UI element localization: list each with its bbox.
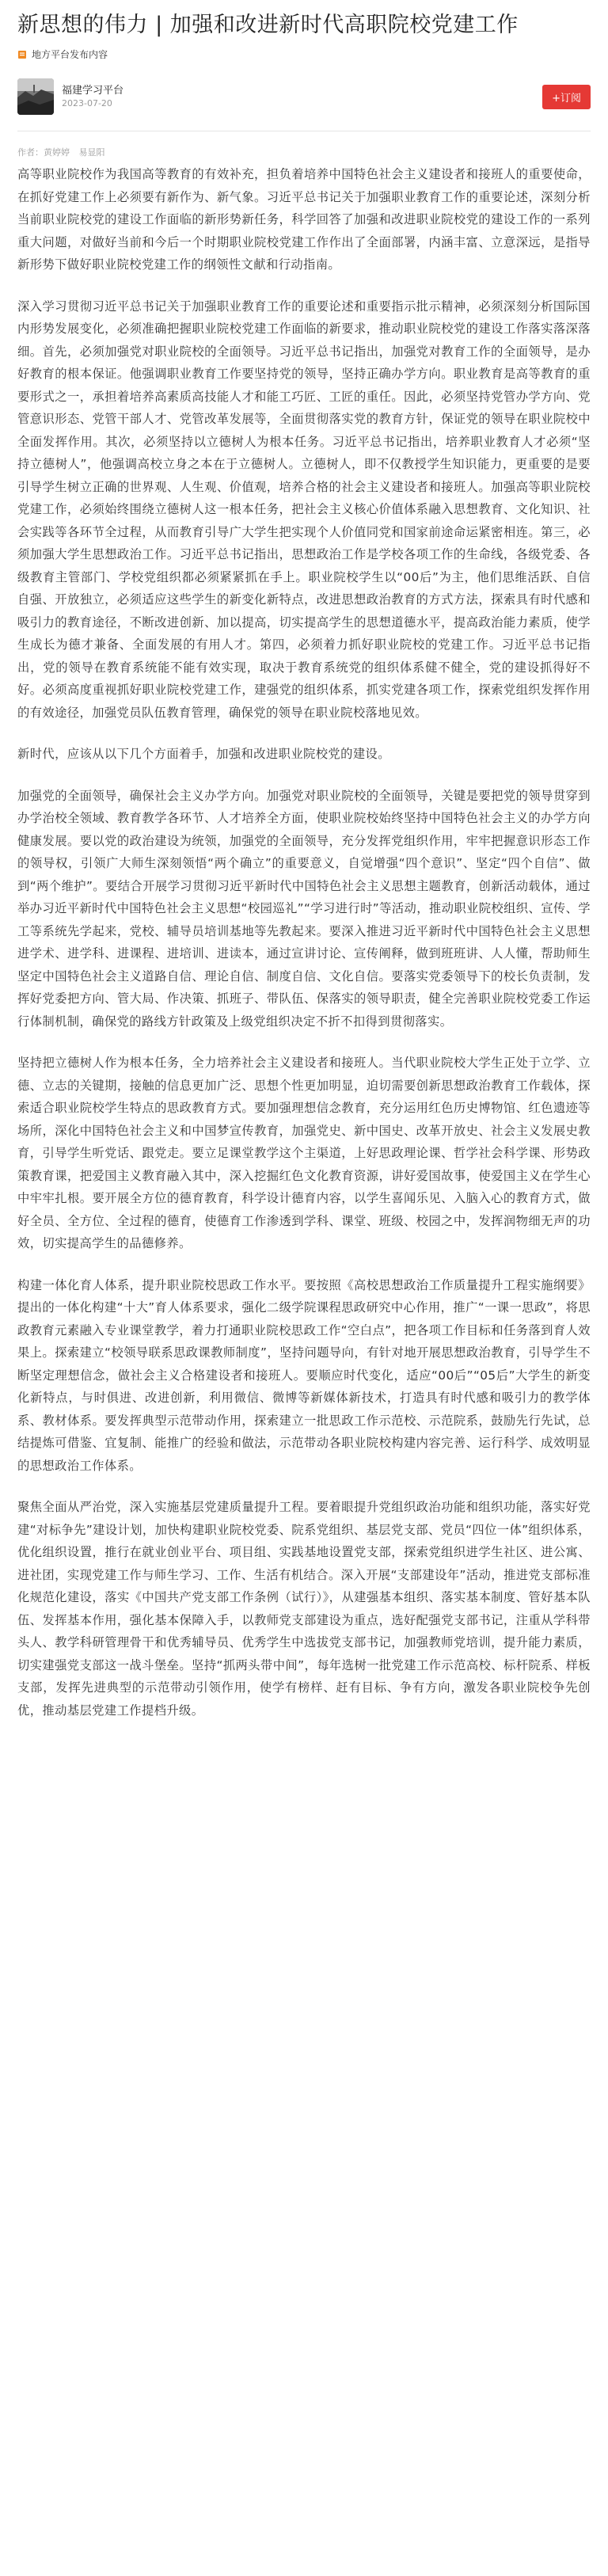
credit-author: 作者：黄婷婷 (17, 147, 70, 158)
credits (0, 131, 608, 158)
article-paragraph: 聚焦全面从严治党，深入实施基层党建质量提升工程。要着眼提升党组织政治功能和组织功能，落实好党建“对标争先”建设计划，加快构建职业院校党委、院系党组织、基层党支部、党员“四位一体”组织体系，优化组织设置，推行在就业创业平台、项目组、实践基地设置党支部，探索党组织进学生社区、进公寓、进社团，实现党建工作与师生学习、工作、生活有机结合。深入开展“支部建设年”活动，推进党支部标准化规范化建设，落实《中国共产党支部工作条例（试行）》，从建强基本组织、落实基本制度、管好基本队伍、发挥基本作用，强化基本保障入手，以教师党支部建设为重点，选好配强党支部书记，注重从学科带头人、教学科研管理骨干和优秀辅导员、优秀学生中选拔党支部书记，加强教师党培训，提升能力素质，切实建强党支部这一战斗堡垒。坚持“抓两头带中间”，每年选树一批党建工作示范高校、标杆院系、样板支部，发挥先进典型的示范带动引领作用，使学有榜样、赶有目标、争有方向，激发各职业院校争先创优，推动基层党建工作提档升级。 (17, 1500, 591, 1718)
article-paragraph: 加强党的全面领导，确保社会主义办学方向。加强党对职业院校的全面领导，关键是要把党的领导贯穿到办学治校全领域、教育教学各环节、人才培养全方面，使职业院校始终坚持中国特色社会主义的办学方向健康发展。要以党的政治建设为统领，加强党的全面领导，充分发挥党组织作用，牢牢把握意识形态工作的领导权，引领广大师生深刻领悟“两个确立”的重要意义，自觉增强“四个意识”、坚定“四个自信”、做到“两个维护”。要结合开展学习贯彻习近平新时代中国特色社会主义思想主题教育，创新活动载体，通过举办习近平新时代中国特色社会主义思想“校园巡礼”“学习进行时”等活动，推动职业院校组织、宣传、学工等系统先学起来，党校、辅导员培训基地等先教起来。要深入推进习近平新时代中国特色社会主义思想进学术、进学科、进课程、进培训、进读本，通过宣讲讨论、宣传阐释，做到班班讲、人人懂，帮助师生坚定中国特色社会主义道路自信、理论自信、制度自信、文化自信。要落实党委领导下的校长负责制，发挥好党委把方向、管大局、作决策、抓班子、带队伍、保落实的领导职责，健全完善职业院校党委工作运行体制机制，确保党的路线方针政策及上级党组织决定不折不扣得到贯彻落实。 (17, 788, 591, 1029)
source-label: 地方平台发布内容 (32, 49, 108, 60)
subscribe-button[interactable]: +订阅 (542, 85, 591, 109)
author-name[interactable]: 福建学习平台 (62, 84, 124, 97)
article-paragraph: 深入学习贯彻习近平总书记关于加强职业教育工作的重要论述和重要指示批示精神，必须深刻分析国际国内形势发展变化，必须准确把握职业院校党建工作面临的新要求，推动职业院校党的建设工作落实落深落细。首先，必须加强党对职业院校的全面领导。习近平总书记指出，加强党对教育工作的全面领导，是办好教育的根本保证。他强调职业教育工作要坚持党的领导，坚持正确办学方向。职业教育是高等教育的重要形式之一，承担着培养高素质高技能人才和能工巧匠、工匠的重任。因此，必须坚持党管办学方向、党管意识形态、党管干部人才、党管改革发展等，全面贯彻落实党的教育方针，保证党的领导在职业院校中全面发挥作用。其次，必须坚持以立德树人为根本任务。习近平总书记指出，培养职业教育人才必须“坚持立德树人”，他强调高校立身之本在于立德树人。立德树人，即不仅教授学生知识能力，更重要的是要引导学生树立正确的世界观、人生观、价值观，培养合格的社会主义建设者和接班人。加强高等职业院校党建工作，必须始终围绕立德树人这一根本任务，把社会主义核心价值体系融入思想教育、文化知识、社会实践等各环节全过程，从而教育引导广大学生把实现个人价值同党和国家前途命运紧密相连。第三，必须加强大学生思想政治工作。习近平总书记指出，思想政治工作是学校各项工作的生命线，各级党委、各级教育主管部门、学校党组织都必须紧紧抓在手上。职业院校学生以“00后”为主，他们思维活跃、自信自强、开放独立，必须适应这些学生的新变化新特点，改进思想政治教育的方式方法，探索具有时代感和吸引力的教育途径，不断改进创新、加以提高，切实提高学生的思想道德水平，提高政治能力素质，使学生成长为德才兼备、全面发展的有用人才。第四，必须着力抓好职业院校的党建工作。习近平总书记指出，党的领导在教育系统能不能有效实现，取决于教育系统党的组织体系健不健全，党的建设抓得好不好。必须高度重视抓好职业院校党建工作，建强党的组织体系，抓实党建各项工作，探索党组织发挥作用的有效途径，加强党员队伍教育管理，确保党的领导在职业院校落地见效。 (17, 299, 591, 720)
article-paragraph: 坚持把立德树人作为根本任务，全力培养社会主义建设者和接班人。当代职业院校大学生正处于立学、立德、立志的关键期，接触的信息更加广泛、思想个性更加明显，迫切需要创新思想政治教育工作载体，探索适合职业院校学生特点的思政教育方式。要加强理想信念教育，充分运用红色历史博物馆、红色遗迹等场所，深化中国特色社会主义和中国梦宣传教育，加强党史、新中国史、改革开放史、社会主义发展史教育，引导学生听党话、跟党走。要立足课堂教学这个主渠道，上好思政理论课、哲学社会科学课、形势政策教育课，把爱国主义教育融入其中，深入挖掘红色文化教育资源，讲好爱国故事，使爱国主义在学生心中牢牢扎根。要开展全方位的德育教育，科学设计德育内容，以学生喜闻乐见、入脑入心的教育方式，做好全员、全方位、全过程的德育，使德育工作渗透到学科、课堂、班级、校园之中，发挥润物细无声的功效，切实提高学生的品德修养。 (17, 1056, 591, 1250)
publish-date: 2023-07-20 (62, 97, 112, 108)
article-body (0, 158, 608, 1722)
article-paragraph: 构建一体化育人体系，提升职业院校思政工作水平。要按照《高校思想政治工作质量提升工程实施纲要》提出的一体化构建“十大”育人体系要求，强化二级学院课程思政研究中心作用，推广“一课一思政”，将思政教育元素融入专业课堂教学，着力打通职业院校思政工作“空白点”，把各项工作目标和任务落到育人效果上。探索建立“校领导联系思政课教师制度”，坚持问题导向，有针对地开展思想政治教育，引导学生不断坚定理想信念，做社会主义合格建设者和接班人。要顺应时代变化，适应“00后”“05后”大学生的新变化新特点，与时俱进、改进创新，利用微信、微博等新媒体新技术，打造具有时代感和吸引力的教学体系、教材体系。要发挥典型示范带动作用，探索建立一批思政工作示范校、示范院系，鼓励先行先试，总结提炼可借鉴、宜复制、能推广的经验和做法，示范带动各职业院校构建内容完善、运行科学、成效明显的思想政治工作体系。 (17, 1277, 591, 1473)
notice-icon (17, 50, 27, 59)
article-title: 新思想的伟力 | 加强和改进新时代高职院校党建工作 (17, 13, 519, 37)
credit-editor: 易显阳 (78, 147, 105, 158)
avatar[interactable] (17, 78, 54, 115)
source-line (0, 40, 608, 61)
article-paragraph: 高等职业院校作为我国高等教育的有效补充，担负着培养中国特色社会主义建设者和接班人的重要使命，在抓好党建工作上必须要有新作为、新气象。习近平总书记关于加强职业教育工作的重要论述，深刻分析当前职业院校党的建设工作面临的新形势新任务，科学回答了加强和改进职业院校党的建设工作的一系列重大问题，对做好当前和今后一个时期职业院校党建工作作出了全面部署，内涵丰富、立意深远，是指导新形势下做好职业院校党建工作的纲领性文献和行动指南。 (17, 167, 591, 272)
author-meta (62, 84, 124, 110)
author-row (0, 61, 608, 115)
avatar-image (17, 78, 54, 115)
article-paragraph: 新时代，应该从以下几个方面着手，加强和改进职业院校党的建设。 (17, 747, 390, 761)
